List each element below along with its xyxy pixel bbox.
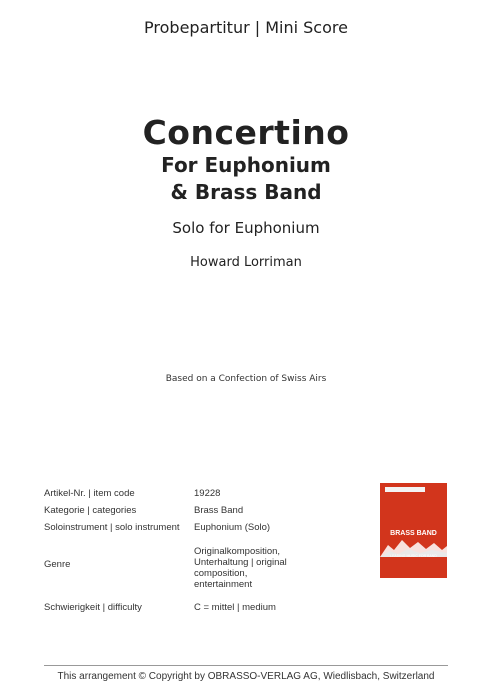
- piece-title: Concertino: [142, 113, 350, 152]
- info-label: Soloinstrument | solo instrument: [44, 522, 180, 533]
- info-value: Brass Band: [194, 505, 244, 516]
- piece-subtitle-line2: & Brass Band: [170, 180, 322, 204]
- copyright-footer: This arrangement © Copyright by OBRASSO-VERLAG AG, Wiedlisbach, Switzerland: [57, 671, 435, 682]
- cover-logo-bar: [385, 487, 425, 492]
- info-label: Artikel-Nr. | item code: [44, 488, 135, 499]
- based-on-note: Based on a Confection of Swiss Airs: [165, 374, 327, 384]
- info-label: Kategorie | categories: [44, 505, 137, 516]
- info-value: C = mittel | medium: [194, 602, 276, 613]
- page-header: Probepartitur | Mini Score: [144, 18, 348, 37]
- cover-thumbnail[interactable]: [380, 483, 447, 578]
- info-value: 19228: [194, 488, 221, 499]
- piece-subtitle-line1: For Euphonium: [161, 153, 331, 177]
- solo-instrument-heading: Solo for Euphonium: [172, 219, 320, 237]
- composer-name: Howard Lorriman: [190, 255, 302, 270]
- info-label: Schwierigkeit | difficulty: [44, 602, 142, 613]
- footer-divider: [44, 665, 448, 666]
- cover-brand-label: BRASS BAND: [390, 530, 437, 537]
- info-label: Genre: [44, 559, 71, 570]
- info-value-genre: Originalkomposition, Unterhaltung | original composition, entertainment: [194, 546, 287, 590]
- cover-tagline: LEADING MUSIC FOR BAND: [390, 554, 437, 558]
- info-value: Euphonium (Solo): [194, 522, 271, 533]
